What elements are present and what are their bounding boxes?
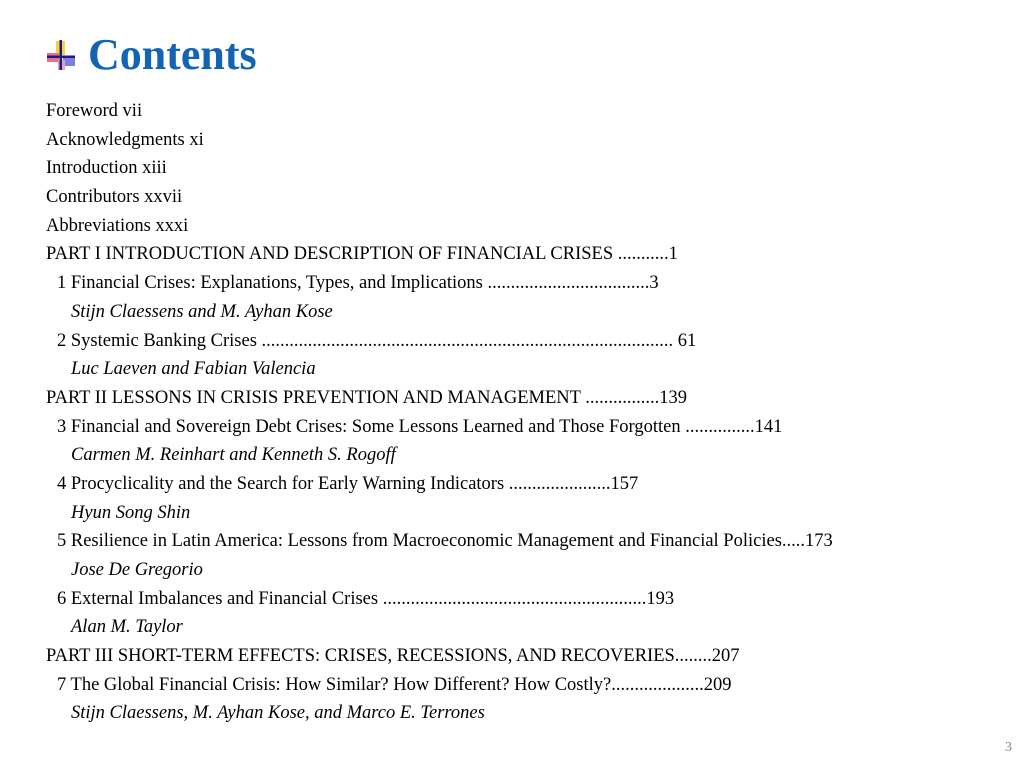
toc-chapter-item: 5 Resilience in Latin America: Lessons from Macroeconomic Management and Financial Policies.....173 bbox=[57, 531, 833, 552]
four-color-cross-icon bbox=[44, 38, 78, 72]
toc-chapter-item: 2 Systemic Banking Crises ......................................................................................... 61 bbox=[57, 330, 697, 351]
toc-chapter-authors: Jose De Gregorio bbox=[71, 560, 203, 580]
page-title: Contents bbox=[88, 30, 257, 79]
toc-front-matter-item: Introduction xiii bbox=[46, 158, 167, 179]
title-row bbox=[44, 30, 257, 80]
toc-chapter-authors: Luc Laeven and Fabian Valencia bbox=[71, 359, 316, 380]
toc-front-matter-item: Abbreviations xxxi bbox=[46, 215, 189, 236]
toc-chapter-authors: Stijn Claessens, M. Ayhan Kose, and Marco E. Terrones bbox=[71, 703, 485, 724]
toc-chapter-authors: Hyun Song Shin bbox=[71, 502, 191, 523]
toc-part-heading: PART III SHORT-TERM EFFECTS: CRISES, RECESSIONS, AND RECOVERIES........207 bbox=[46, 646, 740, 667]
toc-chapter-authors: Carmen M. Reinhart and Kenneth S. Rogoff bbox=[71, 445, 396, 466]
toc-chapter-item: 6 External Imbalances and Financial Crises .........................................................193 bbox=[57, 588, 675, 609]
toc-chapter-item: 1 Financial Crises: Explanations, Types, and Implications ...................................3 bbox=[57, 273, 659, 294]
toc-front-matter-item: Acknowledgments xi bbox=[46, 129, 204, 150]
toc-front-matter-item: Foreword vii bbox=[46, 101, 143, 121]
toc-chapter-authors: Stijn Claessens and M. Ayhan Kose bbox=[71, 301, 333, 322]
toc-chapter-authors: Alan M. Taylor bbox=[71, 617, 183, 638]
toc-part-heading: PART II LESSONS IN CRISIS PREVENTION AND MANAGEMENT ................139 bbox=[46, 387, 687, 408]
toc-part-heading: PART I INTRODUCTION AND DESCRIPTION OF FINANCIAL CRISES ...........1 bbox=[46, 244, 678, 265]
table-of-contents bbox=[46, 97, 1006, 728]
page-number: 3 bbox=[1005, 740, 1012, 755]
toc-front-matter-item: Contributors xxvii bbox=[46, 187, 183, 208]
toc-chapter-item: 4 Procyclicality and the Search for Early Warning Indicators ......................157 bbox=[57, 473, 639, 494]
toc-chapter-item: 3 Financial and Sovereign Debt Crises: Some Lessons Learned and Those Forgotten ...............141 bbox=[57, 416, 783, 437]
toc-chapter-item: 7 The Global Financial Crisis: How Similar? How Different? How Costly?....................209 bbox=[57, 674, 732, 695]
